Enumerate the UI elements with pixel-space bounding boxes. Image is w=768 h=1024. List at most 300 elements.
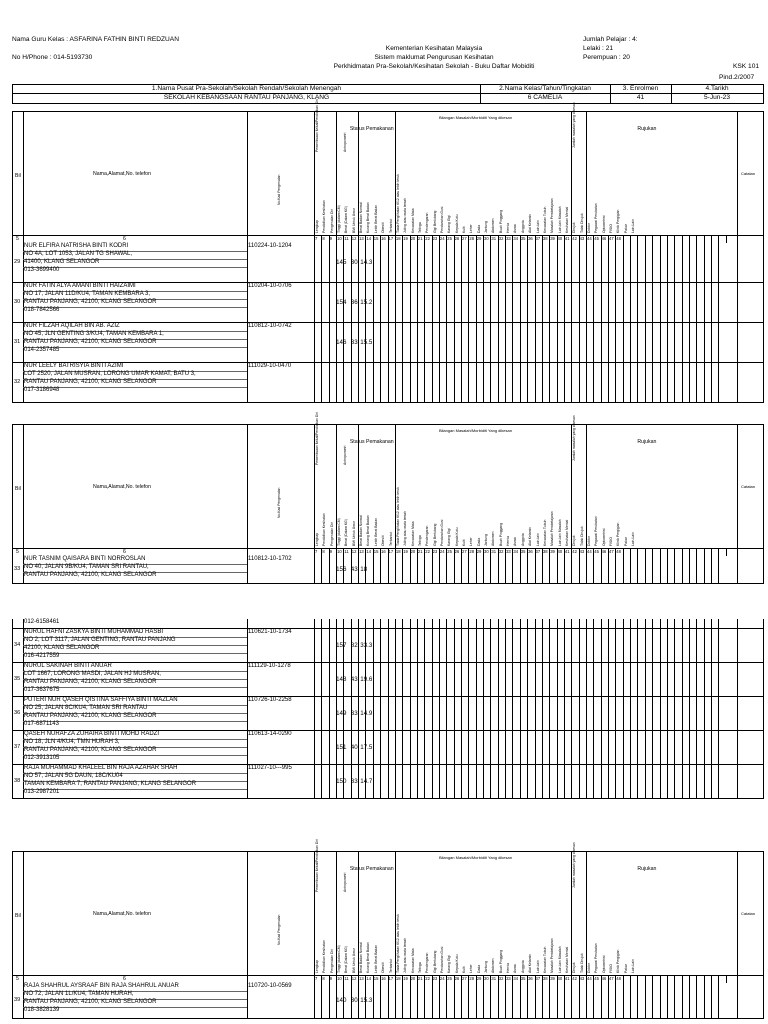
grid-col-line [645,235,646,243]
row-col-line [586,697,587,730]
row-col-line [461,983,462,1018]
row-divider [737,983,738,1018]
row-col-line [645,243,646,282]
row-col-line [667,731,668,764]
student-bmi: 14.3 [360,259,373,266]
row-col-line [351,363,352,402]
row-col-line [579,983,580,1018]
row-col-line [483,619,484,628]
row-col-line [637,323,638,362]
row-col-line [417,697,418,730]
table-row [12,556,764,584]
row-col-line [711,983,712,1018]
col-sub-label: Pendarahan Gusi [439,206,444,233]
row-col-line [586,283,587,322]
grid-divider [23,852,24,983]
row-col-line [711,363,712,402]
col-sub-label: Asma [513,224,518,233]
col-sub-label: Pakar [623,964,628,973]
col-sub-label: BMI Untuk Umur [351,947,356,973]
col-sub-label: Kesihatan Mental [564,519,569,546]
row-col-line [593,243,594,282]
grid-col-line [674,548,675,556]
row-col-line [321,283,322,322]
row-col-line [402,243,403,282]
row-col-line [689,663,690,696]
col-sub-label: Lebih Berat Badan [373,517,378,546]
grid-col-line [682,548,683,556]
row-col-line [520,556,521,583]
student-weight: 33 [350,339,358,346]
row-col-line [432,697,433,730]
row-col-line [718,283,719,322]
row-col-line [321,323,322,362]
student-detail-line: NO 45, JLN GENTING 3/KU4, TAMAN KEMBARA 1, [24,331,164,337]
row-col-line [402,765,403,798]
row-col-line [593,663,594,696]
row-col-line [689,243,690,282]
num-cell: 11 [344,549,349,554]
row-col-line [424,619,425,628]
row-col-line [490,629,491,662]
row-col-line [358,556,359,583]
row-col-line [483,556,484,583]
row-col-line [424,556,425,583]
row-col-line [373,323,374,362]
row-col-line [535,619,536,628]
row-col-line [660,619,661,628]
row-col-line [395,243,396,282]
row-col-line [682,323,683,362]
row-col-line [512,556,513,583]
col-sub-label: Asma [513,537,518,546]
col-ic-label: No.Kad Pengenalan [277,174,281,205]
row-col-line [601,243,602,282]
row-col-line [402,731,403,764]
col-sub-label: Tidak Dirujuk [579,526,584,546]
row-col-line [446,765,447,798]
col-sub-label: Kesihatan Mental [564,206,569,233]
student-bmi: 17.5 [360,744,373,751]
row-col-line [557,765,558,798]
row-col-line [321,363,322,402]
row-col-line [652,765,653,798]
num-cell: 26 [454,976,460,981]
row-col-line [490,323,491,362]
row-col-line [380,697,381,730]
row-col-line [593,765,594,798]
row-col-line [630,556,631,583]
row-col-line [373,363,374,402]
row-col-line [432,243,433,282]
row-col-line [557,983,558,1018]
row-col-line [358,323,359,362]
num-cell: 37 [535,549,541,554]
grid-col-line [652,548,653,556]
row-col-line [410,765,411,798]
num-cell: 29 [476,236,482,241]
row-col-line [704,243,705,282]
row-col-line [711,765,712,798]
num-cell: 46 [601,976,607,981]
row-divider [314,283,315,322]
row-col-line [461,629,462,662]
row-number: 35 [14,676,21,682]
num-cell: 8 [322,549,325,554]
row-col-line [461,323,462,362]
row-col-line [410,283,411,322]
row-col-line [512,663,513,696]
col-antropometri-label: Antropometri [343,872,348,892]
col-antropometri-label: Antropometri [343,132,348,152]
row-col-line [593,629,594,662]
row-divider [314,731,315,764]
row-col-line [652,363,653,402]
col-sub-label: Lain-lain Masalah [557,946,562,973]
num-cell: 17 [388,976,394,981]
col-sub-label: BMI Untuk Umur [351,520,356,546]
row-col-line [483,243,484,282]
row-col-line [571,697,572,730]
row-col-line [601,731,602,764]
student-bmi: 14.7 [360,778,373,785]
row-col-line [454,697,455,730]
row-col-line [395,983,396,1018]
grid-divider [737,425,738,556]
student-detail-line: 018-7842566 [24,307,60,313]
student-weight: 43 [350,676,358,683]
num-cell: 34 [513,549,519,554]
col-sub-label: Tinggi (dalam CM) [337,518,342,546]
num-cell: 23 [432,976,438,981]
student-height: 140 [336,997,347,1004]
row-col-line [601,629,602,662]
row-divider [314,697,315,730]
row-col-line [395,283,396,322]
col-sub-label: FISIO [609,537,613,546]
num-cell: 28 [469,549,475,554]
col-sub-label: Gigi Berlubang [432,950,437,973]
row-col-line [718,323,719,362]
grid-col-line [711,975,712,983]
row-col-line [696,556,697,583]
row-col-line [535,731,536,764]
row-col-line [615,283,616,322]
row-col-line [520,765,521,798]
row-col-line [535,663,536,696]
num-cell: 28 [469,976,475,981]
row-col-line [527,629,528,662]
student-detail-line: RANTAU PANJANG, 42100, KLANG SELANGOR [24,572,157,578]
num-cell: 42 [572,236,577,241]
row-col-line [637,619,638,628]
row-col-line [373,765,374,798]
row-col-line [557,323,558,362]
col-sub-label: Kecacatan Mata [410,208,415,233]
num-cell: 47 [609,976,614,981]
row-col-line [667,619,668,628]
col-rujukan-label: Rujukan [637,866,657,872]
row-col-line [711,556,712,583]
row-col-line [674,663,675,696]
row-col-line [557,629,558,662]
row-col-line [505,697,506,730]
row-col-line [446,619,447,628]
row-col-line [527,619,528,628]
row-col-line [490,283,491,322]
row-col-line [520,323,521,362]
row-col-line [358,983,359,1018]
num-cell: 39 [550,549,555,554]
row-col-line [512,731,513,764]
row-col-line [637,983,638,1018]
grid-divider [247,112,248,243]
num-cell: 36 [528,549,533,554]
num-cell: 20 [410,549,416,554]
row-col-line [674,731,675,764]
row-col-line [667,765,668,798]
row-col-line [490,363,491,402]
row-col-line [652,283,653,322]
col-sub-label: Dirujuk [572,962,577,973]
row-col-line [498,629,499,662]
row-divider [314,629,315,662]
row-col-line [490,243,491,282]
num-cell: 27 [462,549,467,554]
row-col-line [417,731,418,764]
row-col-line [505,556,506,583]
row-col-line [520,697,521,730]
row-col-line [718,983,719,1018]
col-sub-label: Kepala Kutu [454,214,459,233]
num-cell: 8 [322,976,325,981]
student-detail-line: PUTERI NUR QASEH QISTINA SAFFIYA BINTI MAZLAN [24,697,178,703]
col-jumlah-label: Jumlah masalah yang dikesan [572,842,577,888]
grid-col-line [660,235,661,243]
num-cell: 36 [528,976,533,981]
col-sub-label: Lengkap [315,959,319,973]
row-col-line [667,556,668,583]
num-cell: 44 [587,976,592,981]
row-col-line [432,556,433,583]
row-col-line [498,983,499,1018]
row-col-line [674,243,675,282]
row-col-line [542,556,543,583]
row-col-line [608,323,609,362]
row-col-line [623,363,624,402]
row-col-line [615,243,616,282]
row-col-line [388,629,389,662]
row-col-line [704,731,705,764]
row-col-line [505,283,506,322]
col-sub-label: Kesihatan Mental [564,946,569,973]
row-col-line [321,697,322,730]
col-sub-label: Leher [469,964,474,973]
num-cell: 24 [439,549,445,554]
num-cell: 26 [454,549,460,554]
row-col-line [388,323,389,362]
row-divider [737,629,738,662]
grid-col-line [637,235,638,243]
col-sub-label: Lengkap [315,532,319,546]
row-col-line [660,731,661,764]
grid-col-line [718,235,719,243]
row-col-line [623,243,624,282]
row-col-line [660,697,661,730]
student-detail-line: NURUL HAFNI ZASKYA BINTI MUHAMMAD HASBI [24,629,164,635]
col-sub-label: Dirujuk [572,535,577,546]
row-col-line [476,323,477,362]
service-title: Perkhidmatan Pra-Sekolah/Kesihatan Sekolah - Buku Daftar Mobiditi [333,63,535,70]
col-bilangan-label: Bilangan Masalah/Morbiditi Yang dikesan [438,115,512,120]
row-col-line [608,663,609,696]
grid-divider [23,112,24,243]
table-row [12,765,764,799]
row-col-line [586,556,587,583]
row-col-line [432,283,433,322]
row-col-line [329,663,330,696]
row-col-line [704,629,705,662]
row-col-line [630,731,631,764]
row-col-line [373,731,374,764]
student-ic: 110613-14-0290 [248,731,292,737]
student-bmi: 15.2 [360,299,373,306]
row-col-line [402,283,403,322]
row-col-line [468,629,469,662]
row-col-line [446,363,447,402]
student-detail-line: NUR FATIN ALYA AMANI BINTI HAIZAIMI [24,283,136,289]
row-col-line [373,283,374,322]
row-col-line [432,663,433,696]
row-col-line [579,619,580,628]
row-col-line [365,363,366,402]
col-pemeriksaan-label: Pemeriksaan fizikal/Pendidikan Diri [315,412,319,465]
col-sub-label: Anggota [520,960,525,973]
row-col-line [505,663,506,696]
row-col-line [410,629,411,662]
row-col-line [586,363,587,402]
row-col-line [535,629,536,662]
row-col-line [601,619,602,628]
row-col-line [505,323,506,362]
row-number: 36 [14,710,21,716]
col-pemeriksaan-label: Pemeriksaan fizikal/Pendidikan Diri [315,99,319,152]
num-cell: 35 [520,976,526,981]
col-sub-label: Klinik Pergigian [616,949,621,973]
row-col-line [461,619,462,628]
row-col-line [542,697,543,730]
num-cell: 38 [542,549,548,554]
num-cell: 9 [329,549,333,554]
col-sub-label: Lain-lain [535,533,540,546]
col-sub-label: Jantung [484,220,488,233]
row-col-line [682,283,683,322]
row-col-line [623,323,624,362]
num-cell: 27 [462,976,467,981]
row-col-line [674,619,675,628]
row-col-line [718,363,719,402]
row-col-line [468,983,469,1018]
student-detail-line: NO 2, LOT 3117, JALAN GENTING, RANTAU PANJANG [24,637,176,643]
row-divider [737,731,738,764]
col-sub-label: Kepala Kutu [454,527,459,546]
row-col-line [483,731,484,764]
student-detail-line: NO 72, JALAN 1L/KU4, TAMAN HURAH, [24,991,134,997]
enrolment-value: 41 [636,94,645,101]
row-col-line [476,983,477,1018]
row-col-line [343,619,344,628]
row-col-line [432,765,433,798]
row-col-line [380,323,381,362]
num-cell: 45 [594,236,599,241]
num-cell: 8 [322,236,325,241]
row-col-line [468,283,469,322]
row-col-line [329,619,330,628]
num-cell: 18 [395,236,401,241]
row-col-line [468,323,469,362]
num-cell: 21 [417,549,423,554]
row-col-line [520,619,521,628]
row-col-line [520,629,521,662]
col-sub-label: Leher [469,224,474,233]
table-row [12,629,764,663]
grid-col-line [718,975,719,983]
row-col-line [586,243,587,282]
row-col-line [329,765,330,798]
row-col-line [718,765,719,798]
row-col-line [608,697,609,730]
row-col-line [660,283,661,322]
grid-divider [247,852,248,983]
row-col-line [571,663,572,696]
row-col-line [512,619,513,628]
student-detail-line: NO 25, JALAN 8C/KU4, TAMAN SRI RANTAU [24,705,148,711]
row-col-line [630,363,631,402]
row-col-line [689,283,690,322]
col-ic-label: No.Kad Pengenalan [277,487,281,518]
col-ic-label: No.Kad Pengenalan [277,914,281,945]
student-weight: 30 [350,259,358,266]
row-col-line [689,731,690,764]
female-count: Perempuan : 20 [583,54,630,61]
row-col-line [432,363,433,402]
row-number: 30 [14,299,21,305]
row-col-line [542,663,543,696]
row-col-line [388,556,389,583]
row-col-line [512,697,513,730]
enrolment-col-header: 3. Enrolmen [622,85,659,92]
row-col-line [410,243,411,282]
row-col-line [637,243,638,282]
col-sub-label: Kurang Berat Badan [366,515,371,546]
row-col-line [527,663,528,696]
row-col-line [549,697,550,730]
row-divider [737,765,738,798]
col-sub-label: Gigi Berlubang [432,523,437,546]
student-height: 157 [336,642,347,649]
grid-col-line [726,235,727,243]
row-col-line [637,556,638,583]
grid-col-line [623,548,624,556]
student-height: 150 [336,778,347,785]
row-col-line [718,663,719,696]
row-col-line [645,983,646,1018]
row-col-line [454,731,455,764]
grid-col-line [711,235,712,243]
student-ic: 110812-10-1702 [248,556,292,562]
row-col-line [682,243,683,282]
row-divider [314,556,315,583]
